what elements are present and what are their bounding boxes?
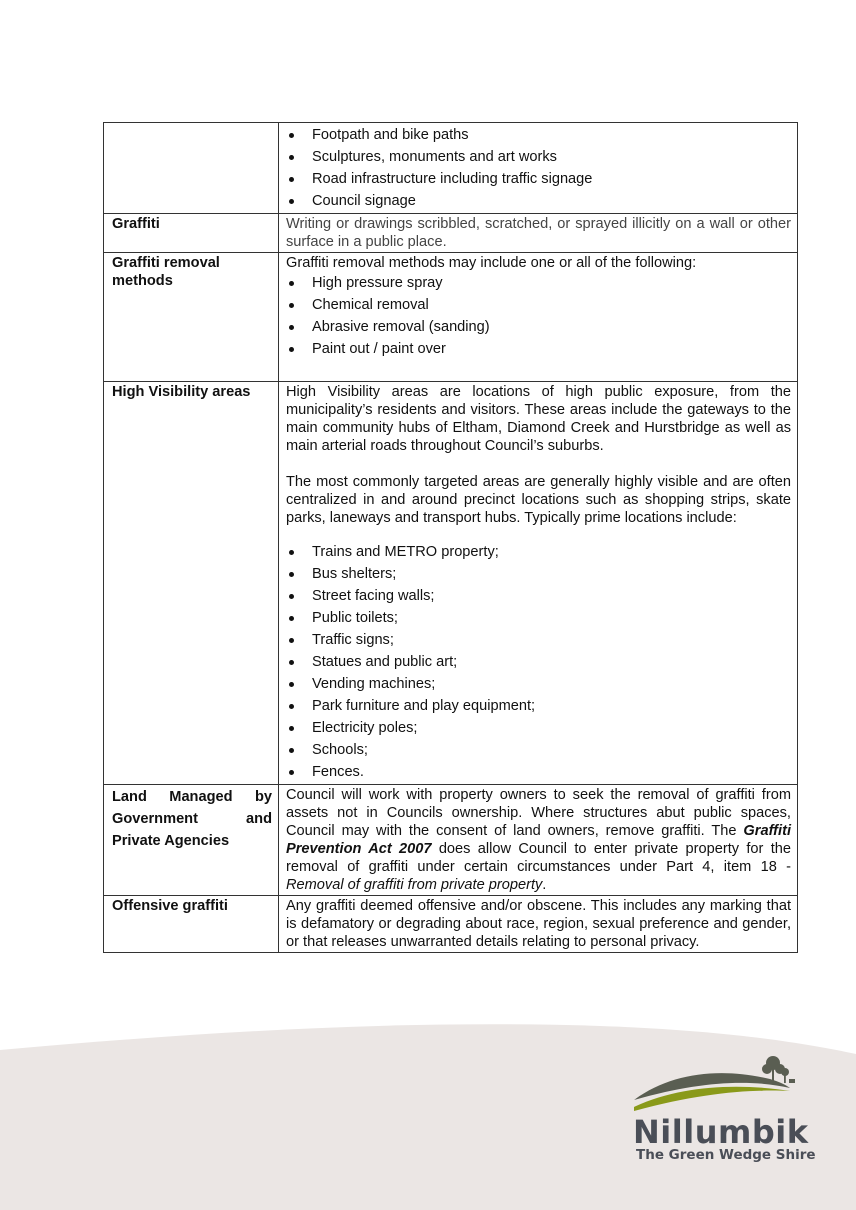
list-item: Vending machines; [286, 673, 791, 695]
list-item: Traffic signs; [286, 629, 791, 651]
definition-paragraph: The most commonly targeted areas are generally highly visible and are often centralized in and around precinct locations such as shopping strips, skate parks, laneways and transport hubs. Typically prime locations include: [286, 474, 791, 526]
definition-intro: Graffiti removal methods may include one or all of the following: [286, 255, 697, 271]
description-cell [279, 785, 798, 896]
table-row [104, 253, 798, 382]
table-row [104, 123, 798, 214]
table-row [104, 896, 798, 953]
term-line: Land Managed by [112, 789, 272, 805]
table-row [104, 382, 798, 785]
bullet-list [286, 272, 791, 360]
term-line: Graffiti removal [112, 255, 220, 271]
description-cell [279, 382, 798, 785]
description-cell [279, 896, 798, 953]
text-segment: does allow Council to enter private property for the removal of graffiti under certain circumstances under Part 4, item 18 - [286, 841, 792, 875]
term-cell [104, 123, 279, 214]
list-item: Trains and METRO property; [286, 541, 791, 563]
text-segment: Council will work with property owners to seek the removal of graffiti from assets not in Councils ownership. Where structures abut public spaces, Council may with the consent of land owners, remove graffiti. The [286, 787, 791, 839]
logo-name: Nillumbik [633, 1113, 809, 1151]
list-item: Road infrastructure including traffic signage [286, 168, 791, 190]
term-cell: Graffiti [104, 214, 279, 253]
reference-title: Removal of graffiti from private property [286, 877, 543, 893]
list-item: Paint out / paint over [286, 338, 791, 360]
text-segment: . [542, 877, 547, 893]
term-cell [104, 253, 279, 382]
term-line: Private Agencies [112, 833, 230, 849]
bullet-list [286, 541, 791, 783]
list-item: Abrasive removal (sanding) [286, 316, 791, 338]
list-item: Street facing walls; [286, 585, 791, 607]
definition-paragraph [286, 786, 791, 894]
list-item: Chemical removal [286, 294, 791, 316]
term-line: methods [112, 273, 173, 289]
term-cell: High Visibility areas [104, 382, 279, 785]
list-item: Bus shelters; [286, 563, 791, 585]
list-item: Statues and public art; [286, 651, 791, 673]
description-cell [279, 214, 798, 253]
list-item: Park furniture and play equipment; [286, 695, 791, 717]
logo-tagline: The Green Wedge Shire [636, 1147, 816, 1163]
list-item: Footpath and bike paths [286, 124, 791, 146]
list-item: Council signage [286, 190, 791, 212]
list-item: High pressure spray [286, 272, 791, 294]
list-item: Electricity poles; [286, 717, 791, 739]
definition-text: Writing or drawings scribbled, scratched, or sprayed illicitly on a wall or other surface in a public place. [286, 216, 791, 250]
definition-text: Any graffiti deemed offensive and/or obscene. This includes any marking that is defamatory or degrading about race, region, sexual preference and gender, or that releases unwarranted details relating to personal privacy. [286, 898, 791, 950]
description-cell [279, 253, 798, 382]
act-name: Graffiti Prevention Act 2007 [286, 823, 791, 857]
table-row [104, 785, 798, 896]
list-item: Schools; [286, 739, 791, 761]
definitions-table [103, 122, 798, 953]
spacer [286, 360, 791, 380]
table-row [104, 214, 798, 253]
list-item: Public toilets; [286, 607, 791, 629]
list-item: Fences. [286, 761, 791, 783]
term-cell [104, 785, 279, 896]
list-item: Sculptures, monuments and art works [286, 146, 791, 168]
term-cell: Offensive graffiti [104, 896, 279, 953]
description-cell [279, 123, 798, 214]
definition-paragraph: High Visibility areas are locations of high public exposure, from the municipality’s residents and visitors. These areas include the gateways to the main community hubs of Eltham, Diamond Creek and Hurstbridge as well as main arterial roads throughout Council’s suburbs. [286, 384, 791, 454]
bullet-list [286, 124, 791, 212]
term-line: Government and [112, 811, 272, 827]
